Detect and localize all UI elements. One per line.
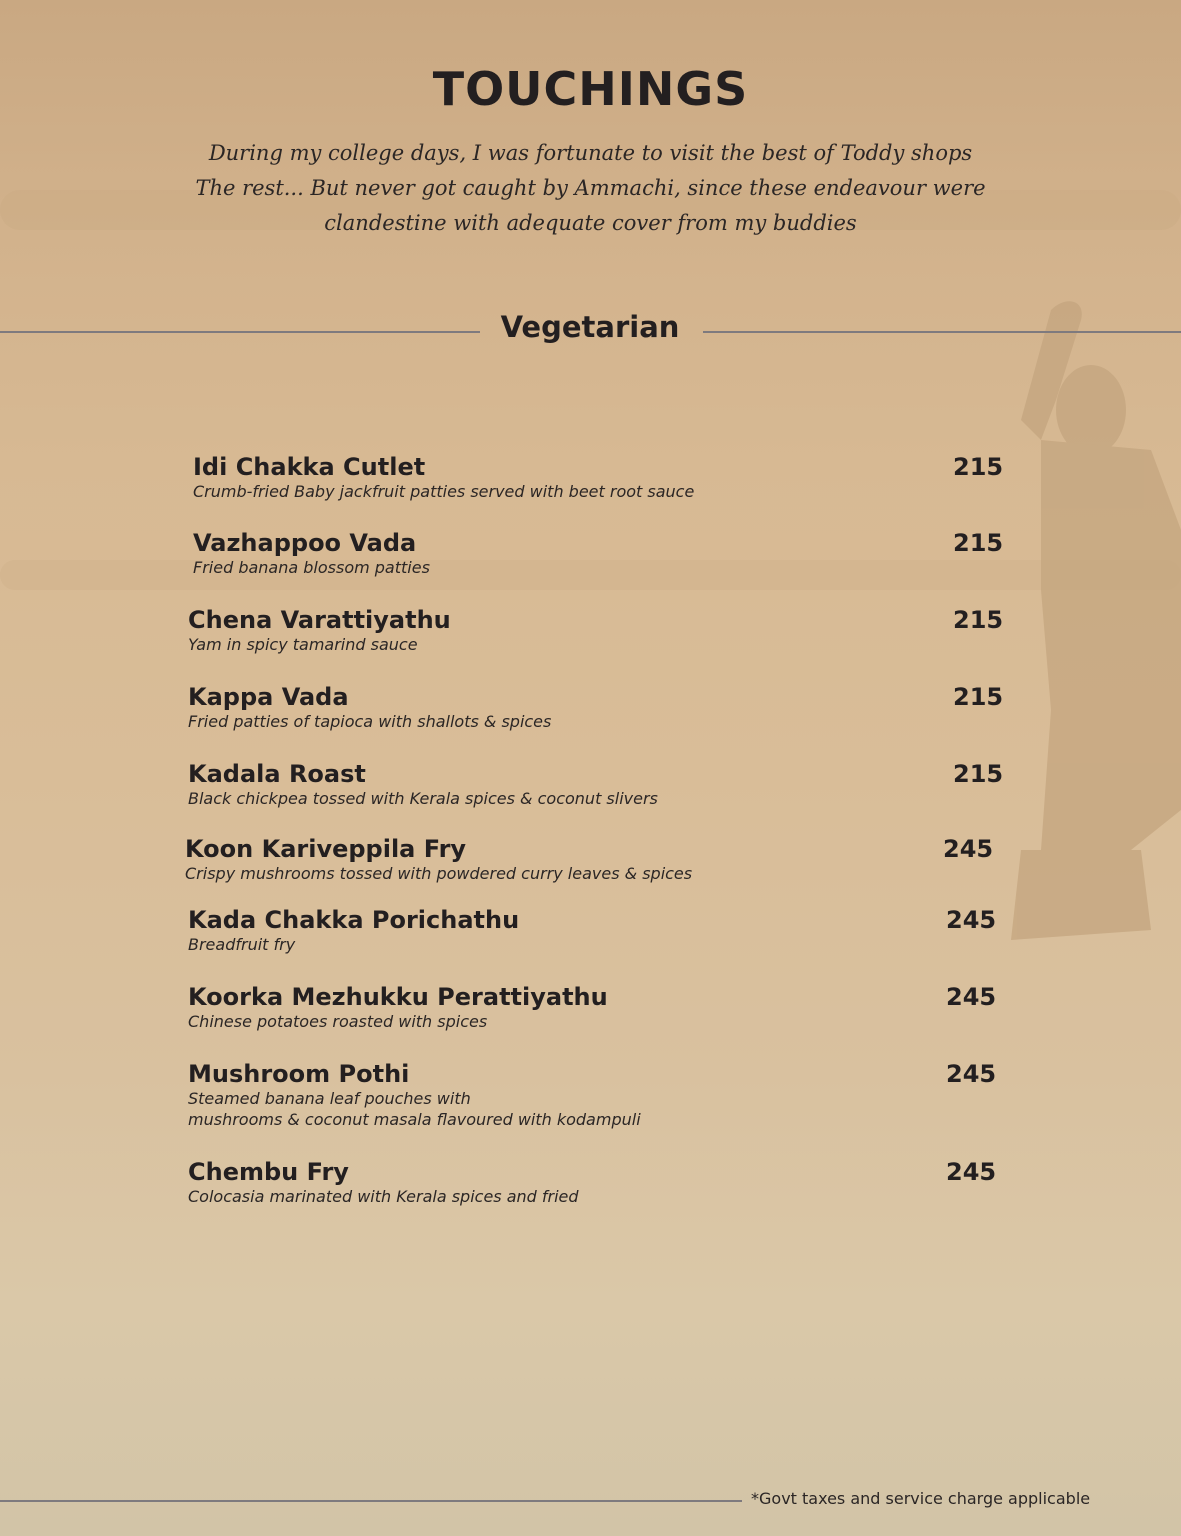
menu-item-name: Mushroom Pothi	[188, 1060, 410, 1088]
menu-item-description: Yam in spicy tamarind sauce	[188, 635, 418, 654]
person-silhouette-icon	[981, 290, 1181, 990]
menu-item-description: mushrooms & coconut masala flavoured with kodampuli	[188, 1110, 641, 1129]
intro-line: During my college days, I was fortunate to visit the best of Toddy shops	[208, 141, 973, 165]
menu-item-price: 215	[953, 683, 1004, 711]
menu-item	[188, 983, 1008, 1032]
menu-item-description: Black chickpea tossed with Kerala spices & coconut slivers	[188, 789, 658, 808]
menu-item-description: Steamed banana leaf pouches with	[188, 1089, 471, 1108]
menu-item	[188, 606, 1008, 655]
intro-line: The rest... But never got caught by Ammachi, since these endeavour were	[195, 176, 986, 200]
menu-item	[188, 683, 1008, 732]
menu-item	[193, 529, 1013, 578]
menu-item	[188, 760, 1008, 809]
menu-item-name: Koon Kariveppila Fry	[185, 835, 467, 863]
menu-item-price: 245	[946, 1060, 997, 1088]
menu-item-name: Vazhappoo Vada	[193, 529, 417, 557]
menu-item-price: 245	[946, 906, 997, 934]
menu-item-description: Fried patties of tapioca with shallots & spices	[188, 712, 552, 731]
menu-item-name: Idi Chakka Cutlet	[193, 453, 426, 481]
menu-item-price: 215	[953, 529, 1004, 557]
intro-text	[150, 136, 1031, 241]
menu-item-description: Fried banana blossom patties	[193, 558, 430, 577]
footer-note: *Govt taxes and service charge applicable	[751, 1489, 1091, 1508]
menu-item-description: Chinese potatoes roasted with spices	[188, 1012, 488, 1031]
menu-item-description: Crumb-fried Baby jackfruit patties served with beet root sauce	[193, 482, 695, 501]
menu-item-price: 245	[946, 983, 997, 1011]
section-title: Vegetarian	[500, 310, 680, 344]
menu-item-description: Colocasia marinated with Kerala spices and fried	[188, 1187, 579, 1206]
page-title: TOUCHINGS	[432, 62, 749, 116]
menu-item-name: Chembu Fry	[188, 1158, 349, 1186]
menu-item-price: 245	[946, 1158, 997, 1186]
menu-item-name: Kappa Vada	[188, 683, 349, 711]
menu-item	[188, 906, 1008, 955]
menu-item-price: 215	[953, 606, 1004, 634]
menu-item-name: Kadala Roast	[188, 760, 366, 788]
menu-item-description: Crispy mushrooms tossed with powdered curry leaves & spices	[185, 864, 693, 883]
section-divider-left	[0, 331, 480, 333]
menu-item-price: 245	[943, 835, 994, 863]
section-divider-right	[703, 331, 1181, 333]
menu-item-name: Chena Varattiyathu	[188, 606, 451, 634]
menu-item	[188, 1060, 1008, 1130]
menu-item-description: Breadfruit fry	[188, 935, 296, 954]
menu-item-price: 215	[953, 453, 1004, 481]
menu-item	[188, 1158, 1008, 1207]
menu-item-name: Kada Chakka Porichathu	[188, 906, 520, 934]
menu-item-name: Koorka Mezhukku Perattiyathu	[188, 983, 608, 1011]
intro-line: clandestine with adequate cover from my buddies	[324, 211, 857, 235]
menu-item-price: 215	[953, 760, 1004, 788]
menu-item	[193, 453, 1013, 502]
menu-item	[185, 835, 1005, 884]
footer-divider	[0, 1500, 742, 1502]
